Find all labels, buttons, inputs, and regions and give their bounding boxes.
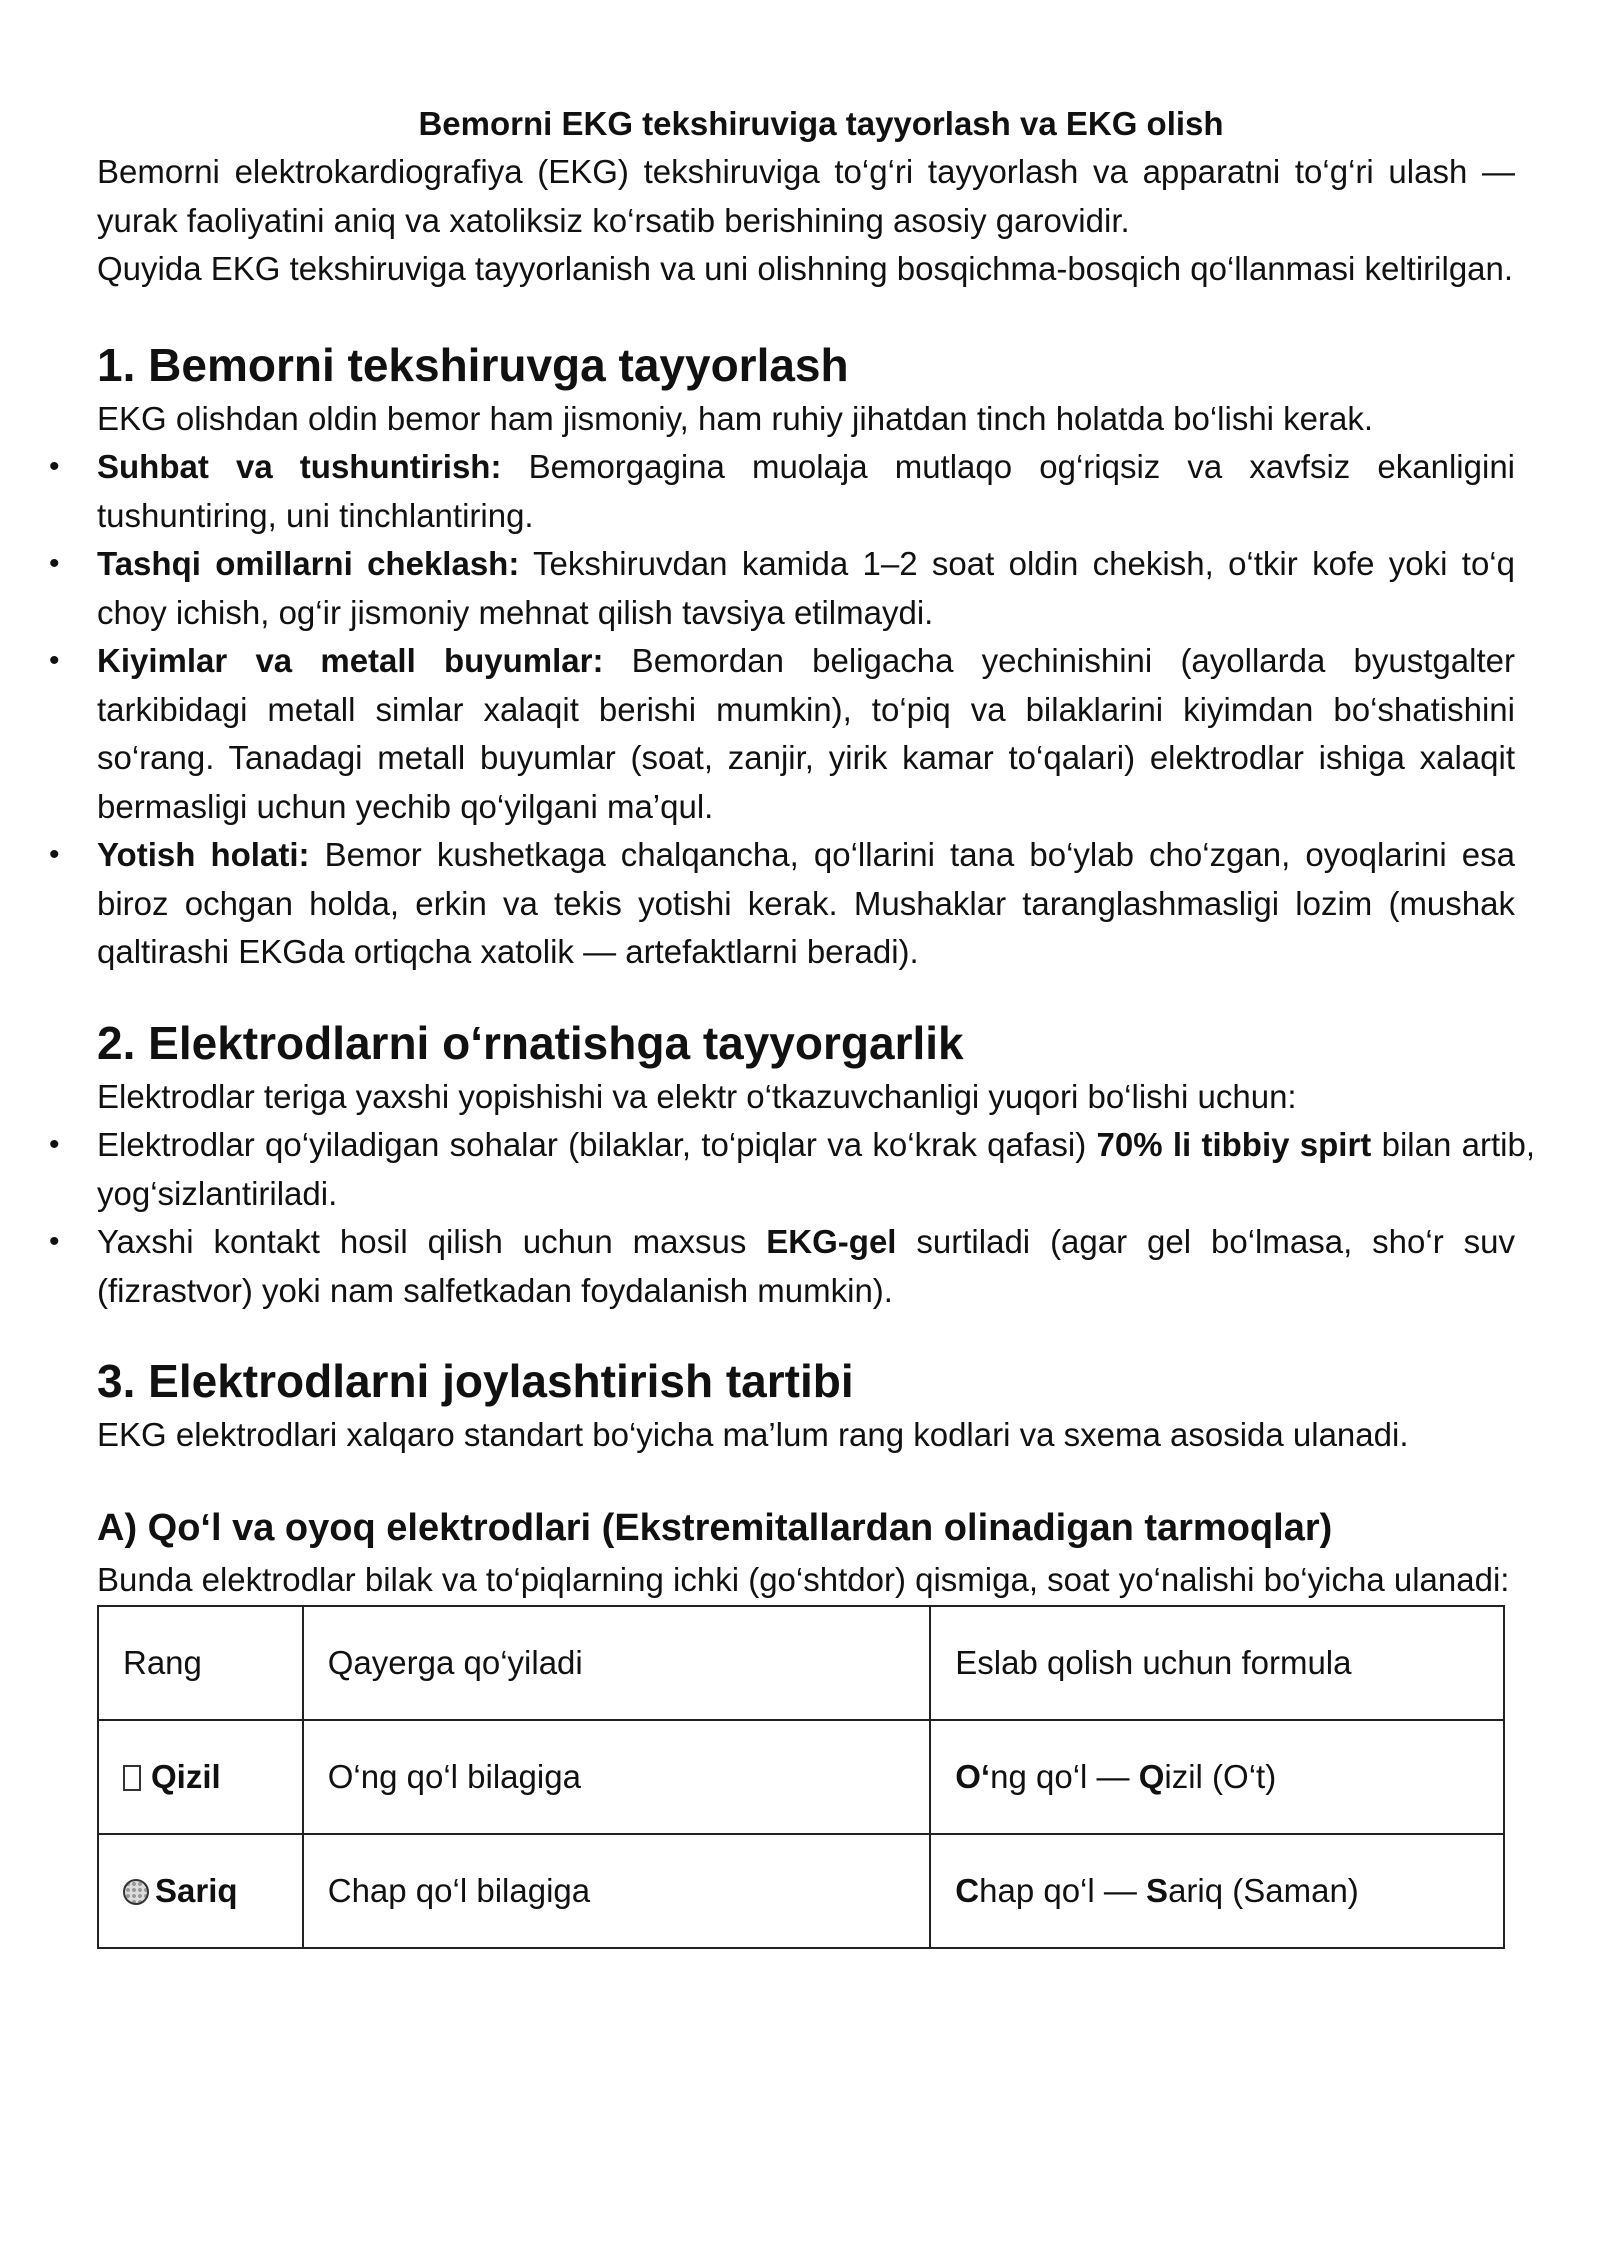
list-item: • Yaxshi kontakt hosil qilish uchun maxsus EKG-gel surtiladi (agar gel bo‘lmasa, sho‘r suv (fizrastvor) yoki nam salfetkadan foydalanish mumkin). bbox=[97, 1218, 1515, 1315]
list-item bbox=[49, 831, 1515, 977]
list-item-label: Kiyimlar va metall buyumlar: bbox=[97, 642, 604, 679]
subsection-a-lead: Bunda elektrodlar bilak va to‘piqlarning ichki (go‘shtdor) qismiga, soat yo‘nalishi bo‘yicha ulanadi: bbox=[97, 1560, 1510, 1598]
list-item-label: Suhbat va tushuntirish: bbox=[97, 448, 502, 485]
list-item-text: Bemorgagina muolaja mutlaqo og‘riqsiz va xavfsiz ekanligini tushuntiring, uni tinchlantiring. bbox=[97, 448, 1515, 534]
table-row bbox=[98, 1720, 1504, 1834]
bullet-icon: • bbox=[49, 547, 60, 580]
formula-cell: Chap qo‘l — Sariq (Saman) bbox=[930, 1834, 1504, 1948]
list-item bbox=[49, 443, 1515, 540]
list-item bbox=[49, 540, 1515, 637]
list-item-text: Tekshiruvdan kamida 1–2 soat oldin chekish, o‘tkir kofe yoki to‘q choy ichish, og‘ir jismoniy mehnat qilish tavsiya etilmaydi. bbox=[97, 545, 1515, 631]
list-item-label: Yotish holati: bbox=[97, 836, 310, 873]
place-cell: O‘ng qo‘l bilagiga bbox=[303, 1720, 931, 1834]
color-name: Sariq bbox=[155, 1872, 238, 1909]
section-2-heading: 2. Elektrodlarni o‘rnatishga tayyorgarlik bbox=[97, 1016, 964, 1069]
bullet-icon: • bbox=[49, 1128, 60, 1161]
electrode-table bbox=[97, 1605, 1505, 1949]
bullet-icon: • bbox=[49, 838, 60, 871]
table-header-cell: Rang bbox=[98, 1606, 303, 1720]
section-1-list bbox=[49, 443, 1515, 977]
section-3-lead: EKG elektrodlari xalqaro standart bo‘yicha ma’lum rang kodlari va sxema asosida ulanadi. bbox=[97, 1416, 1409, 1453]
list-item-label: Tashqi omillarni cheklash: bbox=[97, 545, 520, 582]
bullet-icon: • bbox=[49, 644, 60, 677]
table-header-row bbox=[98, 1606, 1504, 1720]
document-title: Bemorni EKG tekshiruviga tayyorlash va EKG olish bbox=[418, 105, 1224, 142]
bullet-icon: • bbox=[49, 450, 60, 483]
list-item bbox=[49, 637, 1515, 831]
subsection-a-heading: A) Qo‘l va oyoq elektrodlari (Ekstremitallardan olinadigan tarmoqlar) bbox=[97, 1506, 1333, 1549]
section-3-heading: 3. Elektrodlarni joylashtirish tartibi bbox=[97, 1355, 854, 1407]
emphasis-text: EKG-gel bbox=[766, 1223, 897, 1260]
section-2-list bbox=[49, 1121, 1535, 1315]
color-cell bbox=[98, 1834, 303, 1948]
intro-paragraph-2: Quyida EKG tekshiruviga tayyorlanish va uni olishning bosqichma-bosqich qo‘llanmasi keltirilgan. bbox=[97, 250, 1514, 287]
color-cell bbox=[98, 1720, 303, 1834]
emphasis-text: 70% li tibbiy spirt bbox=[1096, 1126, 1372, 1163]
table-header-cell: Qayerga qo‘yiladi bbox=[303, 1606, 931, 1720]
color-name: Qizil bbox=[151, 1758, 221, 1795]
place-cell: Chap qo‘l bilagiga bbox=[303, 1834, 931, 1948]
section-2-lead: Elektrodlar teriga yaxshi yopishishi va elektr o‘tkazuvchanligi yuqori bo‘lishi uchun: bbox=[97, 1077, 1297, 1115]
hatched-circle-icon bbox=[123, 1879, 149, 1905]
bullet-icon: • bbox=[49, 1225, 60, 1258]
formula-cell: O‘ng qo‘l — Qizil (O‘t) bbox=[930, 1720, 1504, 1834]
table-header-cell: Eslab qolish uchun formula bbox=[930, 1606, 1504, 1720]
intro-paragraph-1: Bemorni elektrokardiografiya (EKG) tekshiruviga to‘g‘ri tayyorlash va apparatni to‘g‘ri ulash — yurak faoliyatini aniq va xatoliksiz ko‘rsatib berishining asosiy garovidir. bbox=[97, 153, 1515, 239]
list-item-text: Bemor kushetkaga chalqancha, qo‘llarini tana bo‘ylab cho‘zgan, oyoqlarini esa biroz ochgan holda, erkin va tekis yotishi kerak. Mushaklar taranglashmasligi lozim (mushak qaltirashi EKGda ortiqcha xatolik — artefaktlarni beradi). bbox=[97, 836, 1515, 970]
section-1-heading: 1. Bemorni tekshiruvga tayyorlash bbox=[97, 338, 849, 391]
section-1-lead: EKG olishdan oldin bemor ham jismoniy, ham ruhiy jihatdan tinch holatda bo‘lishi kerak. bbox=[97, 399, 1374, 437]
table-row bbox=[98, 1834, 1504, 1948]
box-glyph-icon bbox=[123, 1765, 141, 1791]
list-item: • Elektrodlar qo‘yiladigan sohalar (bilaklar, to‘piqlar va ko‘krak qafasi) 70% li tibbiy spirt bilan artib, yog‘sizlantiriladi. bbox=[97, 1121, 1535, 1218]
list-item-text: Bemordan beligacha yechinishini (ayollarda byustgalter tarkibidagi metall simlar xalaqit berishi mumkin), to‘piq va bilaklarini kiyimdan bo‘shatishini so‘rang. Tanadagi metall buyumlar (soat, zanjir, yirik kamar to‘qalari) elektrodlar ishiga xalaqit bermasligi uchun yechib qo‘yilgani ma’qul. bbox=[97, 642, 1515, 825]
